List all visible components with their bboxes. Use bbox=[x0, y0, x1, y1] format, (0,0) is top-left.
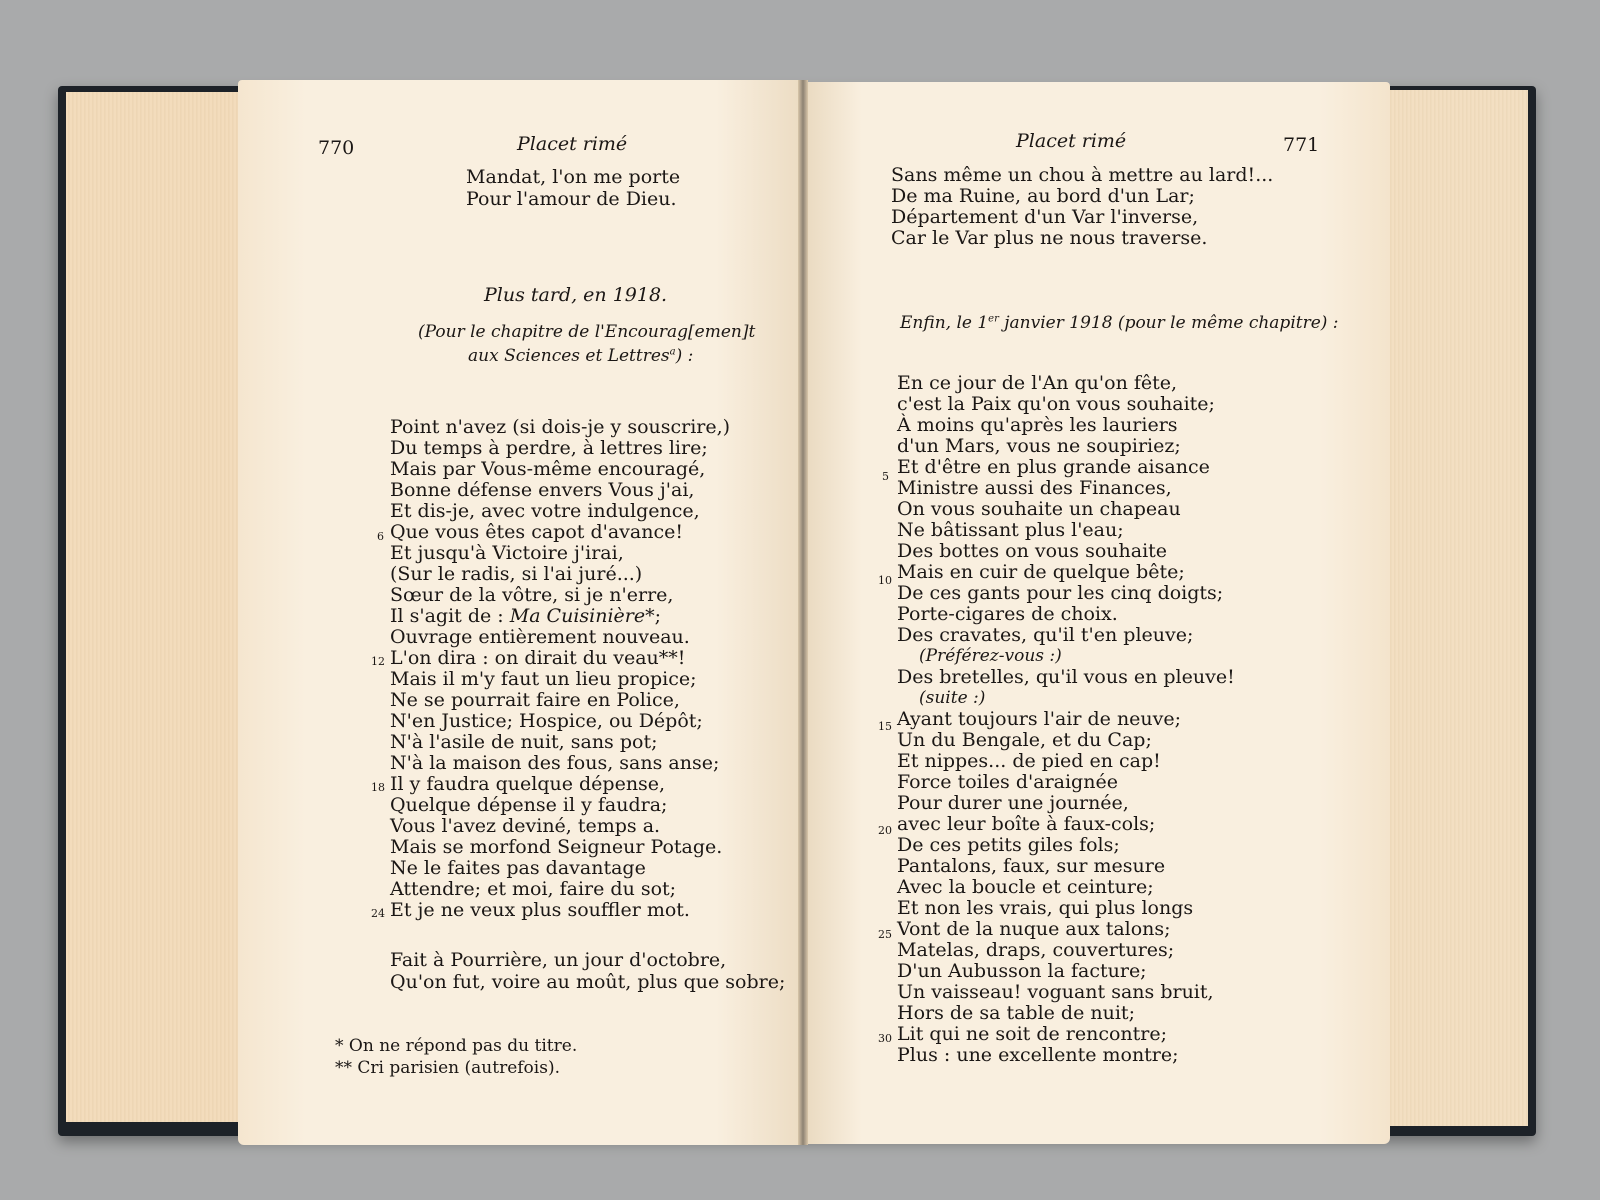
line-number: 24 bbox=[371, 907, 385, 920]
poem-line: Et nippes... de pied en cap! bbox=[897, 750, 1161, 772]
page-edges-right bbox=[1380, 90, 1528, 1126]
poem-line: (Préférez-vous :) bbox=[919, 646, 1062, 666]
poem-line: En ce jour de l'An qu'on fête, bbox=[897, 372, 1178, 394]
closing-line-2-left: Qu'on fut, voire au moût, plus que sobre; bbox=[390, 971, 786, 993]
poem-line: Mais en cuir de quelque bête; bbox=[897, 561, 1185, 583]
poem-line: Bonne défense envers Vous j'ai, bbox=[390, 479, 695, 501]
poem-line: Et jusqu'à Victoire j'irai, bbox=[390, 542, 624, 564]
poem-line: c'est la Paix qu'on vous souhaite; bbox=[897, 393, 1215, 415]
poem-line: Quelque dépense il y faudra; bbox=[390, 794, 668, 816]
poem-line: L'on dira : on dirait du veau**! bbox=[390, 647, 686, 669]
poem-line: Mais se morfond Seigneur Potage. bbox=[390, 836, 723, 858]
poem-line: Ne se pourrait faire en Police, bbox=[390, 689, 680, 711]
section-subheading-1-left: (Pour le chapitre de l'Encourag[emen]t bbox=[418, 322, 756, 342]
line-number: 20 bbox=[878, 824, 892, 837]
poem-line: Mais il m'y faut un lieu propice; bbox=[390, 668, 697, 690]
poem-line: Point n'avez (si dois-je y souscrire,) bbox=[390, 416, 731, 438]
section-heading-right: Enfin, le 1er janvier 1918 (pour le même chapitre) : bbox=[900, 313, 1339, 333]
opening-line-1-left: Mandat, l'on me porte bbox=[466, 166, 681, 188]
line-number: 18 bbox=[371, 781, 385, 794]
closing-line-1-left: Fait à Pourrière, un jour d'octobre, bbox=[390, 949, 727, 971]
page-number-left: 770 bbox=[318, 137, 355, 159]
opening-line-2-right: De ma Ruine, au bord d'un Lar; bbox=[891, 185, 1195, 207]
line-number: 10 bbox=[878, 574, 892, 587]
poem-line: Avec la boucle et ceinture; bbox=[897, 876, 1154, 898]
poem-line: d'un Mars, vous ne soupiriez; bbox=[897, 435, 1181, 457]
poem-line: Ne bâtissant plus l'eau; bbox=[897, 519, 1124, 541]
line-number: 6 bbox=[377, 530, 384, 543]
poem-line: Ne le faites pas davantage bbox=[390, 857, 646, 879]
poem-line: (Sur le radis, si l'ai juré...) bbox=[390, 563, 643, 585]
running-head-right: Placet rimé bbox=[1016, 130, 1127, 152]
opening-line-3-right: Département d'un Var l'inverse, bbox=[891, 206, 1199, 228]
poem-line: Et d'être en plus grande aisance bbox=[897, 456, 1210, 478]
poem-line: Et non les vrais, qui plus longs bbox=[897, 897, 1194, 919]
poem-line: Ministre aussi des Finances, bbox=[897, 477, 1172, 499]
line-number: 12 bbox=[371, 655, 385, 668]
footnote-2: ** Cri parisien (autrefois). bbox=[335, 1058, 560, 1078]
poem-line: Des bottes on vous souhaite bbox=[897, 540, 1168, 562]
poem-line: D'un Aubusson la facture; bbox=[897, 960, 1147, 982]
footnote-1: * On ne répond pas du titre. bbox=[335, 1036, 578, 1056]
poem-line: Force toiles d'araignée bbox=[897, 771, 1118, 793]
running-head-left: Placet rimé bbox=[517, 133, 628, 155]
line-number: 5 bbox=[882, 470, 889, 483]
poem-line: Que vous êtes capot d'avance! bbox=[390, 521, 683, 543]
book-gutter bbox=[798, 80, 808, 1145]
poem-line: (suite :) bbox=[919, 688, 986, 708]
poem-line: N'en Justice; Hospice, ou Dépôt; bbox=[390, 710, 703, 732]
poem-line: De ces petits giles fols; bbox=[897, 834, 1120, 856]
poem-line: Vous l'avez deviné, temps a. bbox=[390, 815, 661, 837]
poem-line: Des bretelles, qu'il vous en pleuve! bbox=[897, 666, 1235, 688]
poem-line: Ouvrage entièrement nouveau. bbox=[390, 626, 690, 648]
poem-line: Porte-cigares de choix. bbox=[897, 603, 1118, 625]
poem-line: Pour durer une journée, bbox=[897, 792, 1129, 814]
poem-line: N'à l'asile de nuit, sans pot; bbox=[390, 731, 658, 753]
page-number-right: 771 bbox=[1283, 134, 1320, 156]
poem-line: Plus : une excellente montre; bbox=[897, 1044, 1179, 1066]
line-number: 30 bbox=[878, 1032, 892, 1045]
page-edges-left bbox=[66, 92, 256, 1122]
poem-line: Un du Bengale, et du Cap; bbox=[897, 729, 1152, 751]
section-subheading-2-left: aux Sciences et Lettres$^a$) : bbox=[468, 346, 694, 366]
poem-line: N'à la maison des fous, sans anse; bbox=[390, 752, 720, 774]
poem-line: Du temps à perdre, à lettres lire; bbox=[390, 437, 708, 459]
line-number: 15 bbox=[878, 720, 892, 733]
poem-line: Mais par Vous-même encouragé, bbox=[390, 458, 706, 480]
poem-line: Il s'agit de : Ma Cuisinière*; bbox=[390, 605, 662, 627]
poem-line: Il y faudra quelque dépense, bbox=[390, 773, 666, 795]
poem-line: Un vaisseau! voguant sans bruit, bbox=[897, 981, 1214, 1003]
poem-line: Des cravates, qu'il t'en pleuve; bbox=[897, 624, 1194, 646]
poem-line: avec leur boîte à faux-cols; bbox=[897, 813, 1156, 835]
poem-line: Pantalons, faux, sur mesure bbox=[897, 855, 1166, 877]
poem-line: À moins qu'après les lauriers bbox=[897, 414, 1178, 436]
poem-line: Et je ne veux plus souffler mot. bbox=[390, 899, 690, 921]
poem-line: Hors de sa table de nuit; bbox=[897, 1002, 1135, 1024]
poem-line: Matelas, draps, couvertures; bbox=[897, 939, 1175, 961]
opening-line-4-right: Car le Var plus ne nous traverse. bbox=[891, 227, 1208, 249]
opening-line-1-right: Sans même un chou à mettre au lard!... bbox=[891, 164, 1274, 186]
poem-line: Vont de la nuque aux talons; bbox=[897, 918, 1171, 940]
line-number: 25 bbox=[878, 928, 892, 941]
poem-line: Ayant toujours l'air de neuve; bbox=[897, 708, 1182, 730]
poem-line: Attendre; et moi, faire du sot; bbox=[390, 878, 677, 900]
poem-line: De ces gants pour les cinq doigts; bbox=[897, 582, 1224, 604]
poem-line: Sœur de la vôtre, si je n'erre, bbox=[390, 584, 674, 606]
section-heading-left: Plus tard, en 1918. bbox=[484, 284, 668, 306]
poem-line: Lit qui ne soit de rencontre; bbox=[897, 1023, 1168, 1045]
poem-line: Et dis-je, avec votre indulgence, bbox=[390, 500, 700, 522]
opening-line-2-left: Pour l'amour de Dieu. bbox=[466, 188, 677, 210]
poem-line: On vous souhaite un chapeau bbox=[897, 498, 1181, 520]
